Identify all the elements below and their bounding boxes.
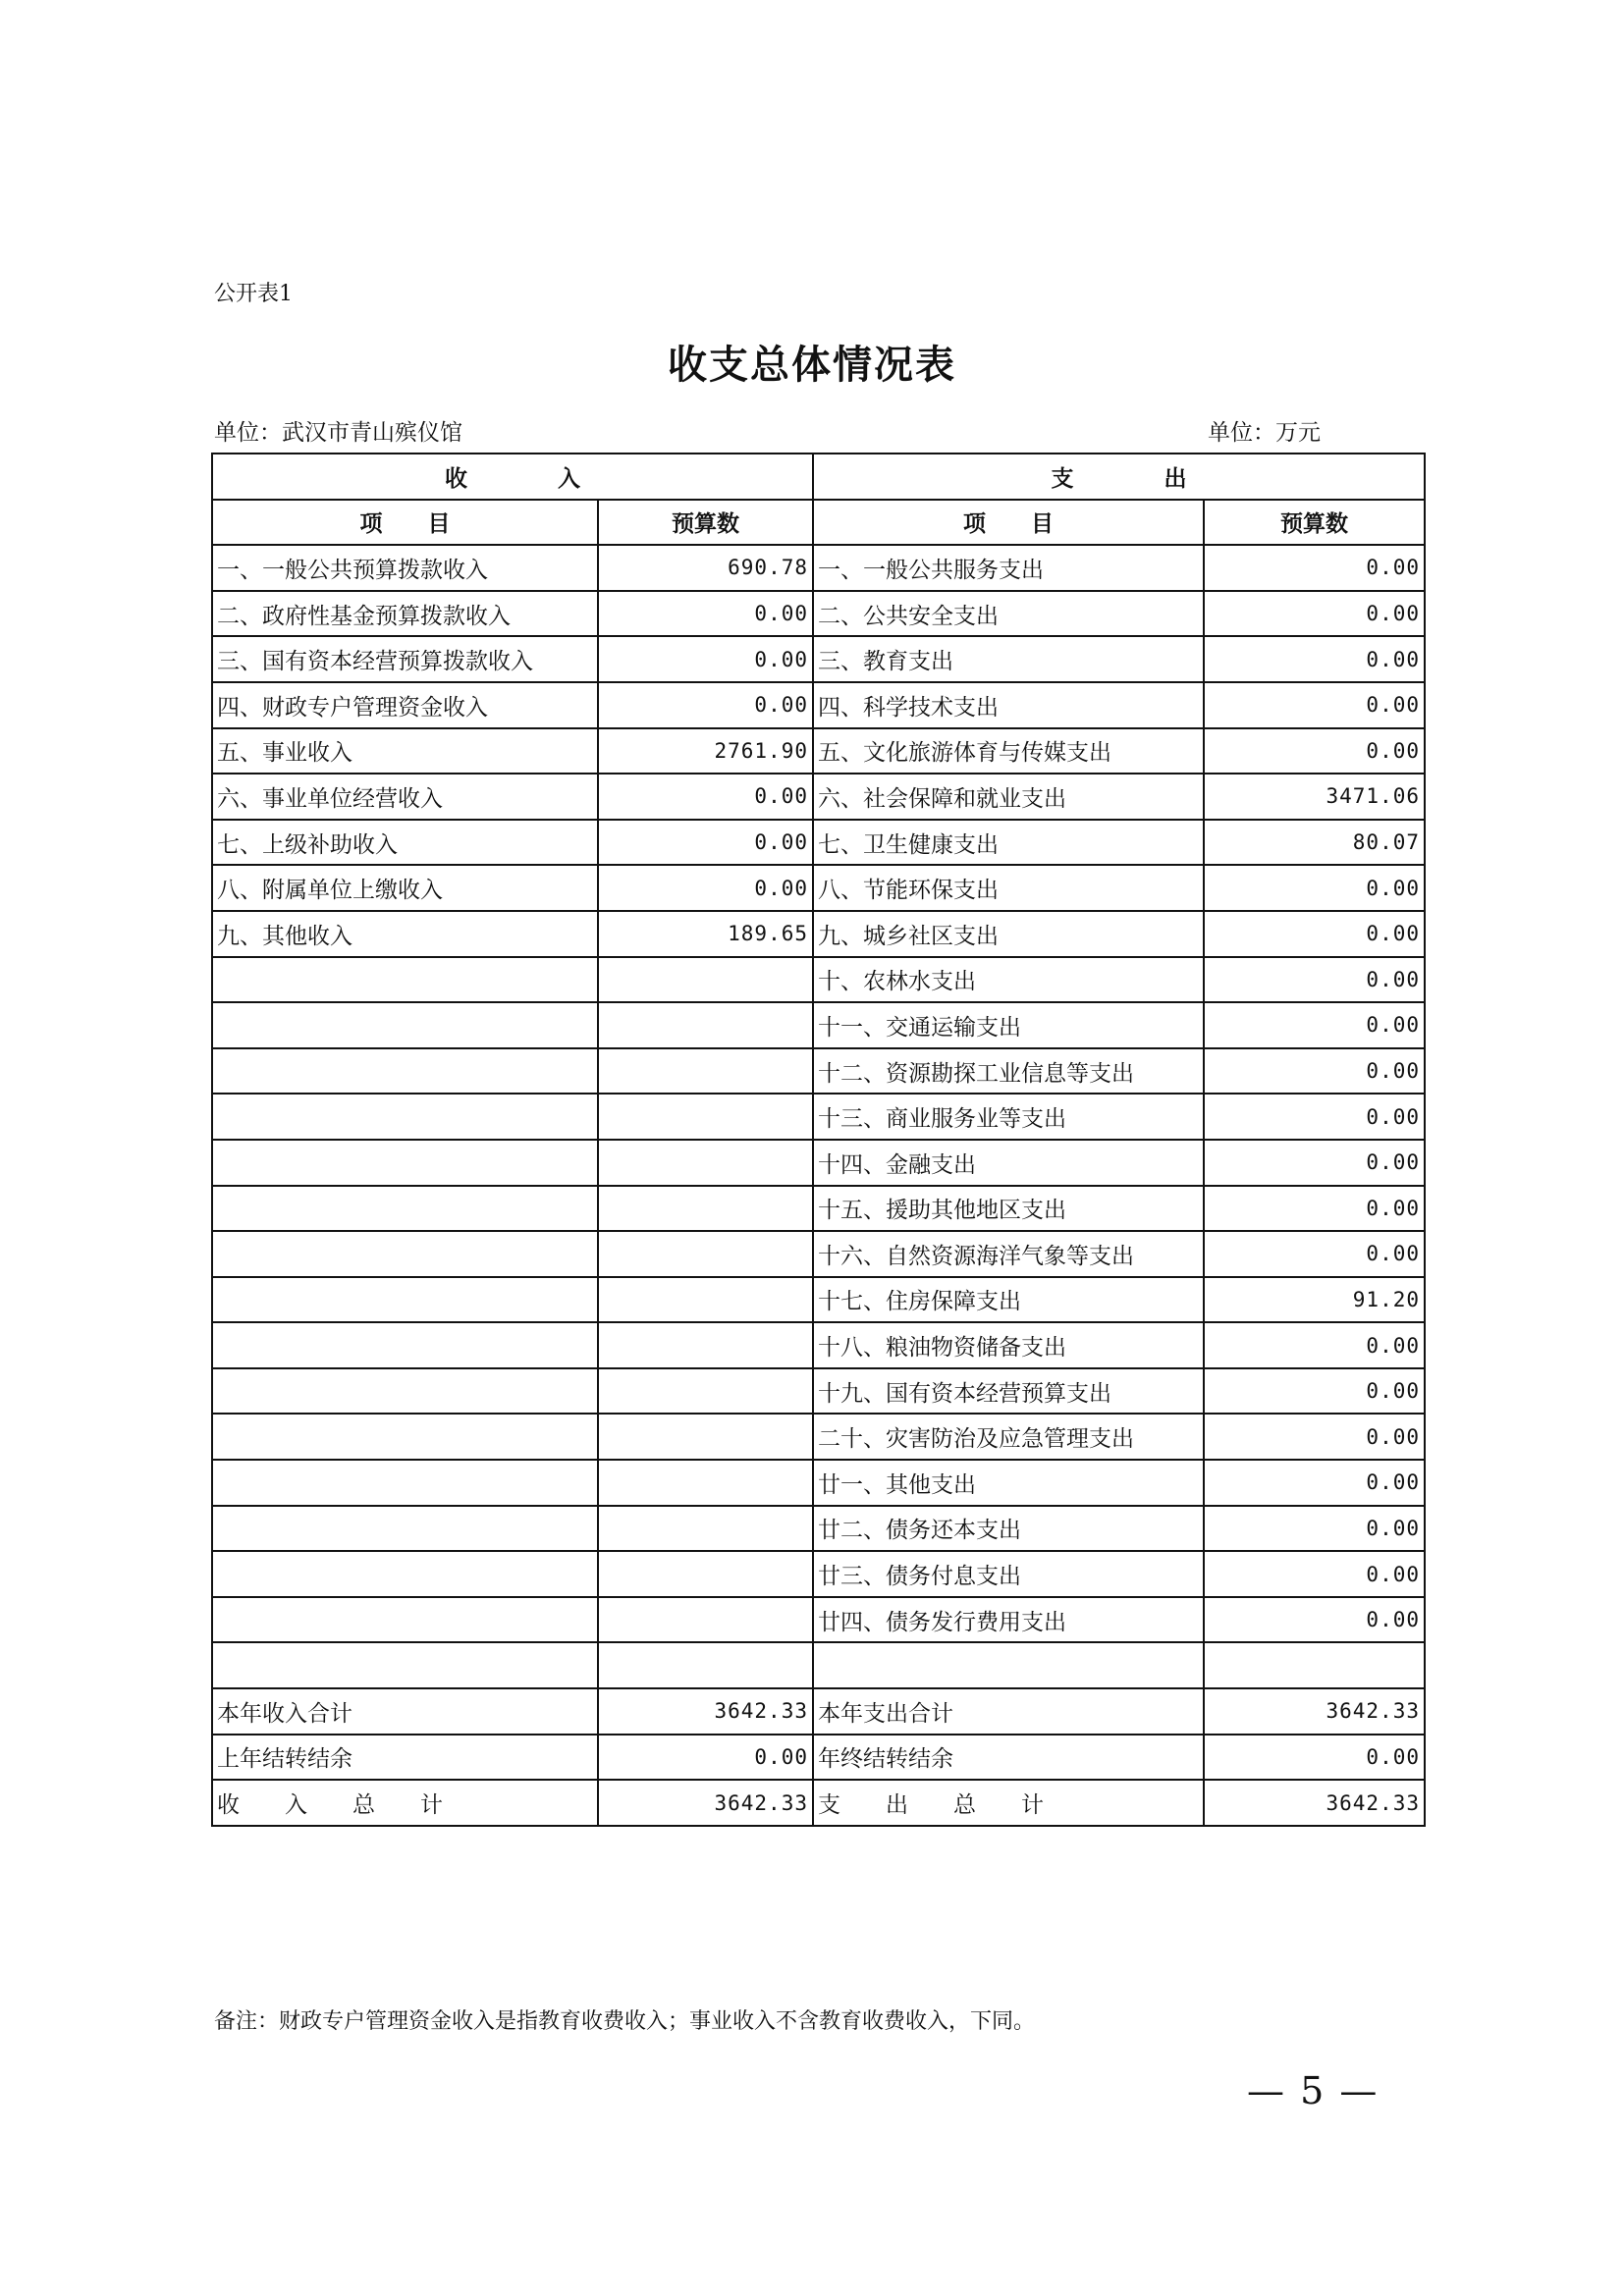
expense-budget-cell: [1204, 1642, 1425, 1688]
table-row: [212, 1551, 1425, 1597]
table-row: [212, 1048, 1425, 1095]
table-row: [212, 1002, 1425, 1048]
expense-item-cell: [813, 1642, 1204, 1688]
table-row: [212, 911, 1425, 957]
income-item-cell: [212, 1002, 598, 1048]
expense-budget-cell: 0.00: [1204, 1186, 1425, 1232]
income-budget-cell: [598, 1597, 813, 1643]
expense-item-cell: 廿一、其他支出: [813, 1460, 1204, 1506]
expense-item-cell: 七、卫生健康支出: [813, 820, 1204, 866]
budget-table: [211, 453, 1426, 1827]
expense-budget-cell: 0.00: [1204, 1094, 1425, 1140]
expense-budget-cell: 0.00: [1204, 1460, 1425, 1506]
income-item-cell: 二、政府性基金预算拨款收入: [212, 591, 598, 637]
expense-budget-cell: 0.00: [1204, 545, 1425, 591]
income-item-cell: 本年收入合计: [212, 1688, 598, 1735]
budget-table-body: [212, 454, 1425, 1826]
income-budget-cell: 0.00: [598, 591, 813, 637]
table-row: [212, 728, 1425, 774]
expense-item-cell: 十二、资源勘探工业信息等支出: [813, 1048, 1204, 1095]
expense-item-cell: 十八、粮油物资储备支出: [813, 1322, 1204, 1368]
expense-item-cell: 十六、自然资源海洋气象等支出: [813, 1231, 1204, 1277]
income-budget-cell: [598, 1186, 813, 1232]
income-budget-cell: 690.78: [598, 545, 813, 591]
income-item-cell: [212, 1186, 598, 1232]
expense-item-cell: 支 出 总 计: [813, 1780, 1204, 1826]
income-budget-cell: [598, 1231, 813, 1277]
expense-budget-cell: 0.00: [1204, 1140, 1425, 1186]
income-budget-cell: [598, 1322, 813, 1368]
table-row: [212, 1688, 1425, 1735]
income-item-cell: [212, 1277, 598, 1323]
expense-item-cell: 廿二、债务还本支出: [813, 1506, 1204, 1552]
income-budget-header: 预算数: [598, 500, 813, 546]
income-budget-cell: 0.00: [598, 774, 813, 820]
expense-budget-cell: 0.00: [1204, 957, 1425, 1003]
expense-item-cell: 四、科学技术支出: [813, 682, 1204, 728]
income-item-cell: [212, 1642, 598, 1688]
table-row: [212, 1735, 1425, 1781]
income-item-cell: 六、事业单位经营收入: [212, 774, 598, 820]
expense-budget-header: 预算数: [1204, 500, 1425, 546]
income-budget-cell: [598, 1414, 813, 1460]
expense-item-cell: 本年支出合计: [813, 1688, 1204, 1735]
expense-budget-cell: 0.00: [1204, 1597, 1425, 1643]
page-title: 收支总体情况表: [668, 342, 956, 388]
expense-item-cell: 廿三、债务付息支出: [813, 1551, 1204, 1597]
expense-item-cell: 十三、商业服务业等支出: [813, 1094, 1204, 1140]
expense-item-cell: 十四、金融支出: [813, 1140, 1204, 1186]
income-item-cell: [212, 1094, 598, 1140]
income-item-cell: [212, 1597, 598, 1643]
expense-item-cell: 五、文化旅游体育与传媒支出: [813, 728, 1204, 774]
table-row: [212, 865, 1425, 911]
income-item-cell: 三、国有资本经营预算拨款收入: [212, 636, 598, 682]
income-item-cell: 收 入 总 计: [212, 1780, 598, 1826]
income-budget-cell: 0.00: [598, 1735, 813, 1781]
table-row: [212, 1506, 1425, 1552]
income-item-cell: 五、事业收入: [212, 728, 598, 774]
table-row: [212, 1186, 1425, 1232]
income-budget-cell: [598, 1642, 813, 1688]
page-number: — 5 —: [1247, 2069, 1380, 2112]
table-row: [212, 545, 1425, 591]
income-budget-cell: [598, 1048, 813, 1095]
table-row: [212, 1094, 1425, 1140]
expense-item-cell: 六、社会保障和就业支出: [813, 774, 1204, 820]
income-item-cell: [212, 1231, 598, 1277]
income-item-cell: [212, 1140, 598, 1186]
income-budget-cell: 0.00: [598, 865, 813, 911]
income-budget-cell: [598, 1506, 813, 1552]
expense-budget-cell: 0.00: [1204, 1368, 1425, 1415]
income-item-header: 项 目: [212, 500, 598, 546]
table-row: [212, 774, 1425, 820]
expense-budget-cell: 0.00: [1204, 682, 1425, 728]
table-row: [212, 1277, 1425, 1323]
expense-budget-cell: 91.20: [1204, 1277, 1425, 1323]
income-item-cell: [212, 1551, 598, 1597]
table-row: [212, 591, 1425, 637]
column-header-row: [212, 500, 1425, 546]
expense-budget-cell: 0.00: [1204, 911, 1425, 957]
expense-item-cell: 八、节能环保支出: [813, 865, 1204, 911]
income-budget-cell: 0.00: [598, 682, 813, 728]
income-item-cell: 七、上级补助收入: [212, 820, 598, 866]
expense-item-cell: 年终结转结余: [813, 1735, 1204, 1781]
expense-item-cell: 十一、交通运输支出: [813, 1002, 1204, 1048]
table-row: [212, 1368, 1425, 1415]
income-item-cell: [212, 1322, 598, 1368]
income-item-cell: [212, 1506, 598, 1552]
expense-budget-cell: 0.00: [1204, 1551, 1425, 1597]
expense-budget-cell: 0.00: [1204, 1506, 1425, 1552]
expense-budget-cell: 3471.06: [1204, 774, 1425, 820]
table-row: [212, 820, 1425, 866]
footnote: 备注：财政专户管理资金收入是指教育收费收入；事业收入不含教育收费收入，下同。: [214, 2009, 1036, 2034]
expense-item-cell: 十七、住房保障支出: [813, 1277, 1204, 1323]
table-row: [212, 1780, 1425, 1826]
expense-budget-cell: 0.00: [1204, 865, 1425, 911]
table-row: [212, 1140, 1425, 1186]
income-budget-cell: 2761.90: [598, 728, 813, 774]
expense-budget-cell: 0.00: [1204, 1414, 1425, 1460]
expense-budget-cell: 80.07: [1204, 820, 1425, 866]
income-item-cell: 四、财政专户管理资金收入: [212, 682, 598, 728]
income-budget-cell: [598, 1551, 813, 1597]
income-budget-cell: [598, 1368, 813, 1415]
table-row: [212, 1642, 1425, 1688]
expense-item-cell: 廿四、债务发行费用支出: [813, 1597, 1204, 1643]
table-row: [212, 636, 1425, 682]
income-item-cell: [212, 1048, 598, 1095]
table-row: [212, 957, 1425, 1003]
expense-budget-cell: 3642.33: [1204, 1688, 1425, 1735]
income-item-cell: 一、一般公共预算拨款收入: [212, 545, 598, 591]
table-row: [212, 1460, 1425, 1506]
group-header-row: [212, 454, 1425, 500]
expense-item-cell: 十五、援助其他地区支出: [813, 1186, 1204, 1232]
unit-organization: 单位：武汉市青山殡仪馆: [214, 420, 462, 446]
expense-budget-cell: 0.00: [1204, 636, 1425, 682]
income-budget-cell: 3642.33: [598, 1780, 813, 1826]
income-item-cell: [212, 1368, 598, 1415]
income-item-cell: 九、其他收入: [212, 911, 598, 957]
table-row: [212, 1231, 1425, 1277]
expense-item-cell: 二、公共安全支出: [813, 591, 1204, 637]
income-budget-cell: [598, 1460, 813, 1506]
income-budget-cell: [598, 957, 813, 1003]
table-row: [212, 1414, 1425, 1460]
expense-header: 支 出: [813, 454, 1425, 500]
income-budget-cell: 0.00: [598, 636, 813, 682]
income-budget-cell: [598, 1002, 813, 1048]
table-row: [212, 1322, 1425, 1368]
income-item-cell: 八、附属单位上缴收入: [212, 865, 598, 911]
expense-budget-cell: 0.00: [1204, 1002, 1425, 1048]
income-budget-cell: 3642.33: [598, 1688, 813, 1735]
income-item-cell: [212, 1460, 598, 1506]
table-row: [212, 1597, 1425, 1643]
expense-budget-cell: 3642.33: [1204, 1780, 1425, 1826]
expense-budget-cell: 0.00: [1204, 728, 1425, 774]
income-budget-cell: 0.00: [598, 820, 813, 866]
income-budget-cell: [598, 1094, 813, 1140]
income-budget-cell: 189.65: [598, 911, 813, 957]
expense-budget-cell: 0.00: [1204, 1735, 1425, 1781]
expense-item-header: 项 目: [813, 500, 1204, 546]
expense-item-cell: 十九、国有资本经营预算支出: [813, 1368, 1204, 1415]
table-row: [212, 682, 1425, 728]
expense-budget-cell: 0.00: [1204, 591, 1425, 637]
expense-item-cell: 一、一般公共服务支出: [813, 545, 1204, 591]
income-item-cell: 上年结转结余: [212, 1735, 598, 1781]
expense-item-cell: 九、城乡社区支出: [813, 911, 1204, 957]
income-budget-cell: [598, 1140, 813, 1186]
expense-item-cell: 三、教育支出: [813, 636, 1204, 682]
expense-budget-cell: 0.00: [1204, 1048, 1425, 1095]
income-item-cell: [212, 957, 598, 1003]
income-budget-cell: [598, 1277, 813, 1323]
income-item-cell: [212, 1414, 598, 1460]
document-label: 公开表1: [214, 282, 293, 306]
expense-budget-cell: 0.00: [1204, 1322, 1425, 1368]
expense-item-cell: 十、农林水支出: [813, 957, 1204, 1003]
unit-currency: 单位：万元: [1208, 420, 1321, 446]
expense-item-cell: 二十、灾害防治及应急管理支出: [813, 1414, 1204, 1460]
expense-budget-cell: 0.00: [1204, 1231, 1425, 1277]
income-header: 收 入: [212, 454, 813, 500]
